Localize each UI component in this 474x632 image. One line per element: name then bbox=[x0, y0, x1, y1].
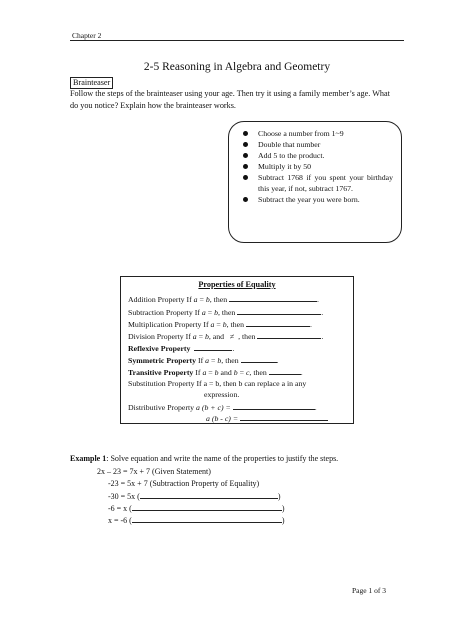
answer-blank[interactable] bbox=[269, 366, 301, 375]
step-item: Add 5 to the product. bbox=[243, 150, 393, 161]
answer-blank[interactable] bbox=[194, 342, 232, 351]
example-step-2: -23 = 5x + 7 (Subtraction Property of Equality) bbox=[108, 479, 260, 488]
subtraction-property: Subtraction Property If a = b, then . bbox=[128, 308, 324, 317]
example-heading: Example 1: Solve equation and write the name of the properties to justify the steps. bbox=[70, 454, 339, 463]
intro-line-1: Follow the steps of the brainteaser using your age. Then try it using a family member’s age. What bbox=[70, 89, 390, 98]
answer-blank[interactable] bbox=[246, 318, 310, 327]
intro-line-2: do you notice? Explain how the brainteaser works. bbox=[70, 101, 236, 110]
addition-property: Addition Property If a = b, then . bbox=[128, 295, 319, 304]
properties-title: Properties of Equality bbox=[198, 280, 276, 289]
distributive-property-minus: a (b - c) = bbox=[206, 412, 328, 424]
answer-blank[interactable] bbox=[257, 330, 321, 339]
page-number: Page 1 of 3 bbox=[352, 586, 386, 595]
brainteaser-intro bbox=[70, 88, 408, 112]
step-item: Subtract the year you were born. bbox=[243, 194, 393, 205]
page-title: 2-5 Reasoning in Algebra and Geometry bbox=[143, 61, 331, 73]
example-step-4: -6 = x ( ) bbox=[108, 504, 285, 513]
bullet-icon bbox=[243, 153, 248, 158]
reason-blank[interactable] bbox=[132, 502, 282, 511]
division-property: Division Property If a = b, and ≠ , then . bbox=[128, 332, 324, 341]
answer-blank[interactable] bbox=[229, 293, 317, 302]
example-step-1: 2x – 23 = 7x + 7 (Given Statement) bbox=[97, 467, 211, 476]
bullet-icon bbox=[243, 142, 248, 147]
header-rule bbox=[70, 40, 404, 41]
example-step-3: -30 = 5x ( ) bbox=[108, 492, 281, 501]
reason-blank[interactable] bbox=[140, 490, 278, 499]
chapter-header: Chapter 2 bbox=[72, 31, 102, 40]
bullet-icon bbox=[243, 197, 248, 202]
step-item: Multiply it by 50 bbox=[243, 161, 393, 172]
transitive-property: Transitive Property If a = b and b = c, then . bbox=[128, 368, 303, 377]
answer-blank[interactable] bbox=[240, 412, 328, 421]
substitution-continuation: expression. bbox=[204, 390, 240, 399]
steps-list bbox=[243, 128, 393, 205]
answer-blank[interactable] bbox=[241, 354, 277, 363]
brainteaser-label: Brainteaser bbox=[70, 77, 113, 89]
reason-blank[interactable] bbox=[132, 514, 282, 523]
reflexive-property: Reflexive Property . bbox=[128, 344, 235, 353]
distributive-property: Distributive Property a (b + c) = . bbox=[128, 403, 317, 412]
answer-blank[interactable] bbox=[233, 401, 315, 410]
answer-blank[interactable] bbox=[237, 306, 321, 315]
multiplication-property: Multiplication Property If a = b, then . bbox=[128, 320, 312, 329]
step-item: Choose a number from 1~9 bbox=[243, 128, 393, 139]
example-step-5: x = -6 ( ) bbox=[108, 516, 285, 525]
step-item: Subtract 1768 if you spent your birthday this year, if not, subtract 1767. bbox=[243, 172, 393, 194]
substitution-property: Substitution Property If a = b, then b can replace a in any bbox=[128, 379, 307, 388]
symmetric-property: Symmetric Property If a = b, then . bbox=[128, 356, 279, 365]
step-item: Double that number bbox=[243, 139, 393, 150]
bullet-icon bbox=[243, 164, 248, 169]
bullet-icon bbox=[243, 175, 248, 180]
bullet-icon bbox=[243, 131, 248, 136]
